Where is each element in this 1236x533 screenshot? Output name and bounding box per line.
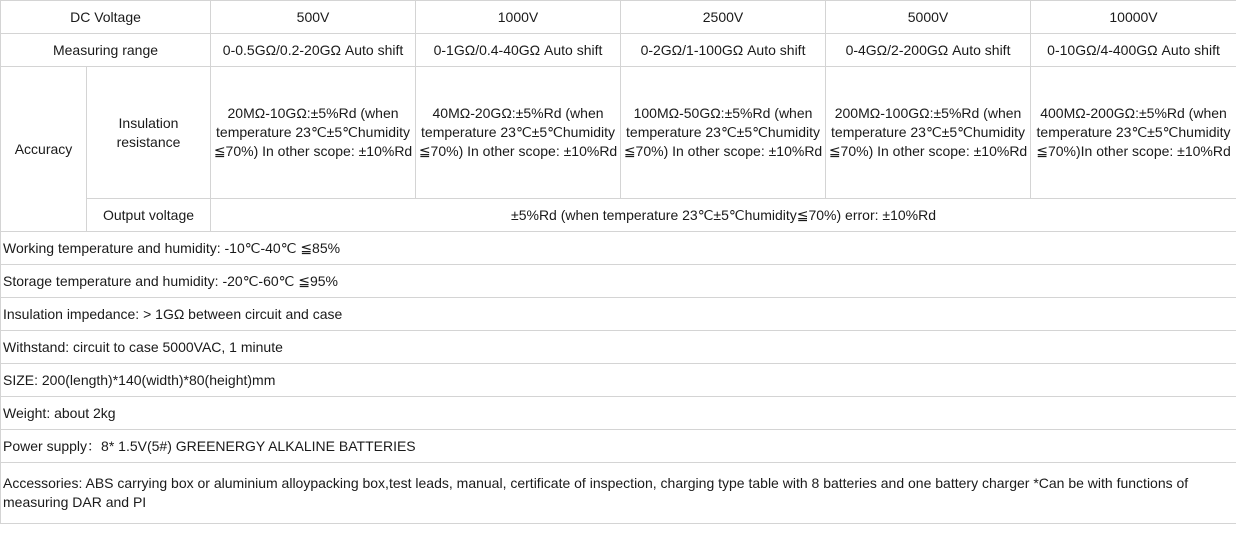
voltage-10000v: 10000V <box>1031 1 1236 34</box>
spec-row <box>1 430 1236 463</box>
output-voltage-value: ±5%Rd (when temperature 23℃±5℃humidity≦70%) error: ±10%Rd <box>211 199 1236 232</box>
storage-conditions: Storage temperature and humidity: -20℃-60℃ ≦95% <box>1 265 1236 298</box>
measuring-range-cell: 0-10GΩ/4-400GΩ Auto shift <box>1031 34 1236 67</box>
insulation-resistance-label: Insulation resistance <box>87 67 211 199</box>
measuring-range-cell: 0-1GΩ/0.4-40GΩ Auto shift <box>416 34 621 67</box>
measuring-range-cell: 0-4GΩ/2-200GΩ Auto shift <box>826 34 1031 67</box>
voltage-2500v: 2500V <box>621 1 826 34</box>
voltage-5000v: 5000V <box>826 1 1031 34</box>
insulation-accuracy-cell: 400MΩ-200GΩ:±5%Rd (when temperature 23℃±5℃humidity ≦70%)In other scope: ±10%Rd <box>1031 67 1236 199</box>
spec-row <box>1 364 1236 397</box>
measuring-range-cell: 0-2GΩ/1-100GΩ Auto shift <box>621 34 826 67</box>
accuracy-label: Accuracy <box>1 67 87 232</box>
header-row <box>1 1 1236 34</box>
insulation-accuracy-cell: 100MΩ-50GΩ:±5%Rd (when temperature 23℃±5℃humidity ≦70%) In other scope: ±10%Rd <box>621 67 826 199</box>
insulation-resistance-row <box>1 67 1236 199</box>
spec-row <box>1 265 1236 298</box>
output-voltage-row <box>1 199 1236 232</box>
spec-row <box>1 463 1236 524</box>
measuring-range-label: Measuring range <box>1 34 211 67</box>
dc-voltage-label: DC Voltage <box>1 1 211 34</box>
spec-row <box>1 298 1236 331</box>
size-spec: SIZE: 200(length)*140(width)*80(height)mm <box>1 364 1236 397</box>
insulation-impedance: Insulation impedance: > 1GΩ between circuit and case <box>1 298 1236 331</box>
accessories-spec: Accessories: ABS carrying box or aluminium alloypacking box,test leads, manual, certificate of inspection, charging type table with 8 batteries and one battery charger *Can be with functions of measuring DAR and PI <box>1 463 1236 524</box>
spec-row <box>1 331 1236 364</box>
weight-spec: Weight: about 2kg <box>1 397 1236 430</box>
insulation-accuracy-cell: 200MΩ-100GΩ:±5%Rd (when temperature 23℃±5℃humidity ≦70%) In other scope: ±10%Rd <box>826 67 1031 199</box>
spec-row <box>1 397 1236 430</box>
spec-row <box>1 232 1236 265</box>
voltage-1000v: 1000V <box>416 1 621 34</box>
measuring-range-row <box>1 34 1236 67</box>
withstand-spec: Withstand: circuit to case 5000VAC, 1 minute <box>1 331 1236 364</box>
working-conditions: Working temperature and humidity: -10℃-40℃ ≦85% <box>1 232 1236 265</box>
measuring-range-cell: 0-0.5GΩ/0.2-20GΩ Auto shift <box>211 34 416 67</box>
power-supply-spec: Power supply：8* 1.5V(5#) GREENERGY ALKALINE BATTERIES <box>1 430 1236 463</box>
insulation-accuracy-cell: 20MΩ-10GΩ:±5%Rd (when temperature 23℃±5℃humidity ≦70%) In other scope: ±10%Rd <box>211 67 416 199</box>
insulation-accuracy-cell: 40MΩ-20GΩ:±5%Rd (when temperature 23℃±5℃humidity ≦70%) In other scope: ±10%Rd <box>416 67 621 199</box>
output-voltage-label: Output voltage <box>87 199 211 232</box>
voltage-500v: 500V <box>211 1 416 34</box>
